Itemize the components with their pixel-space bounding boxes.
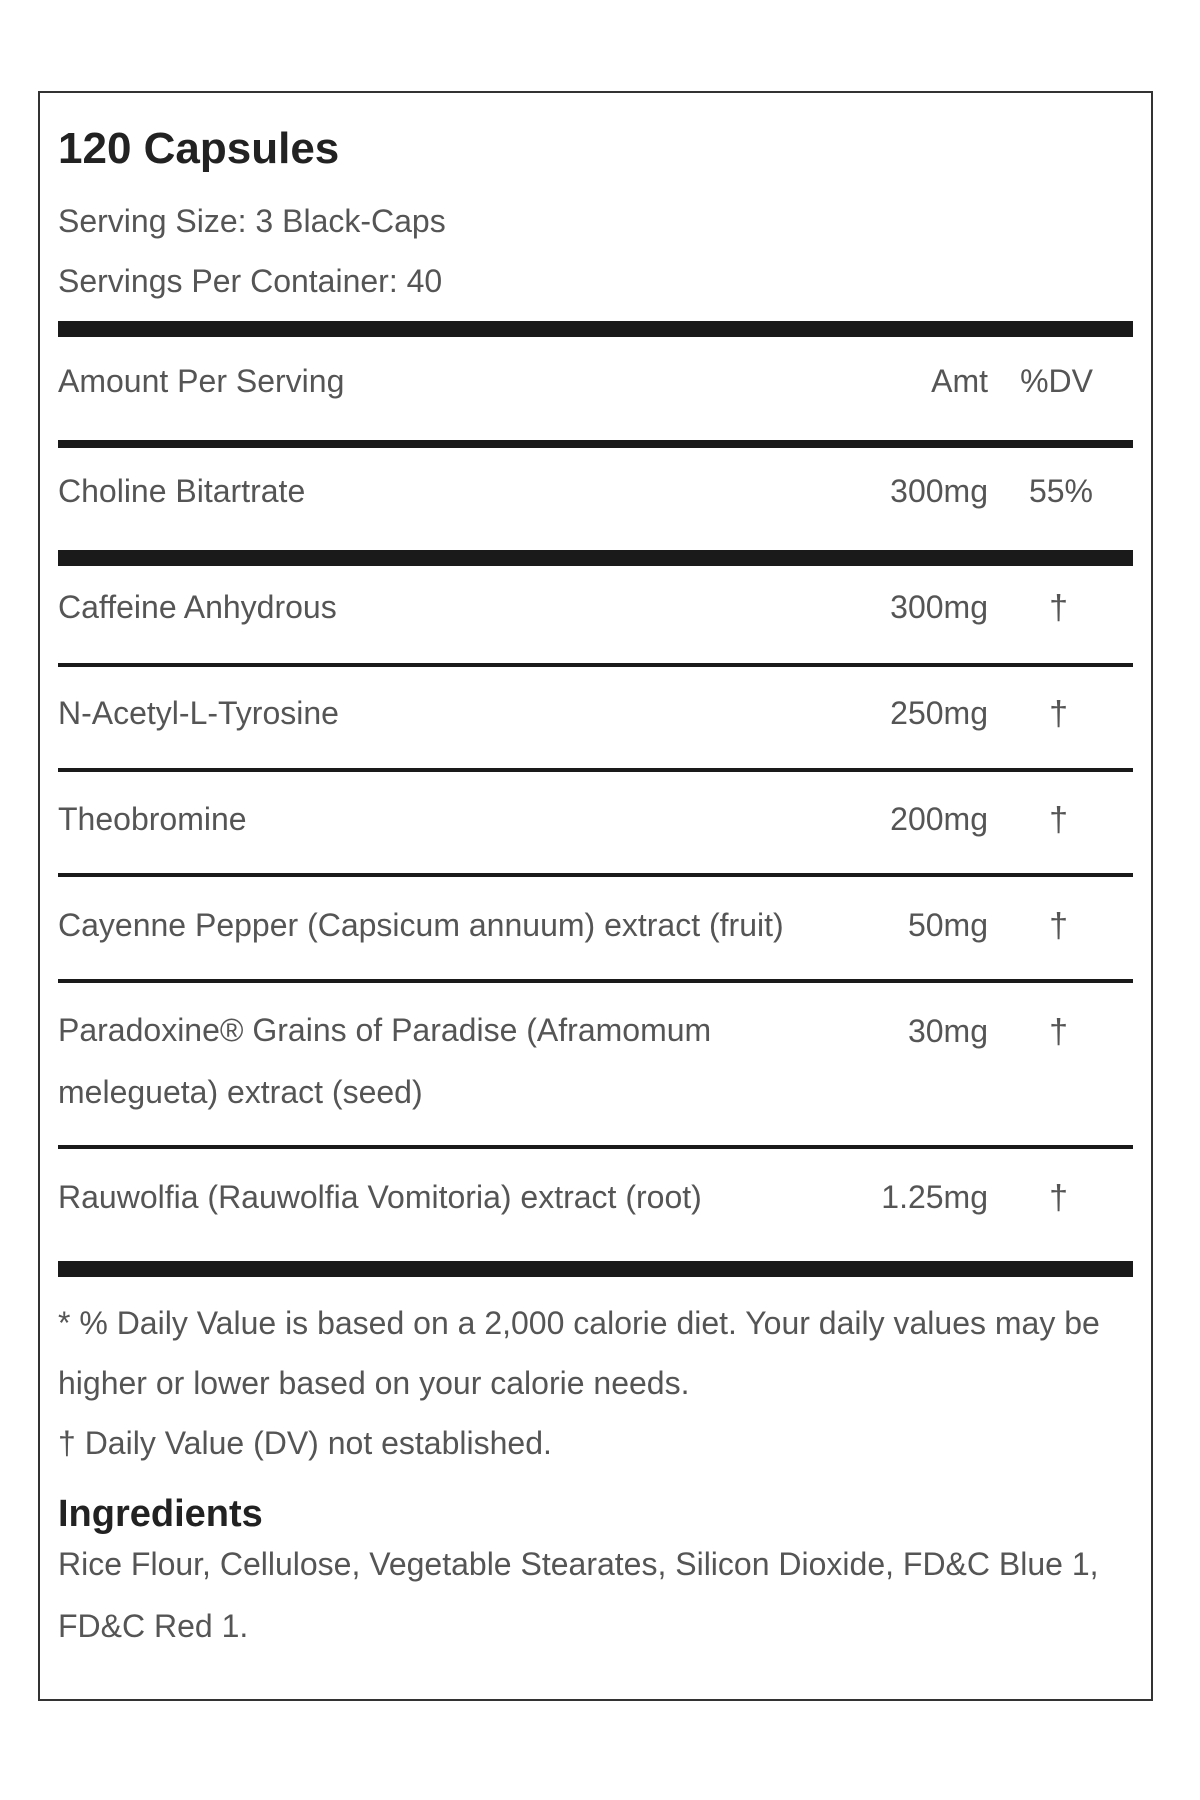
supplement-facts-panel [38,91,1153,1701]
servings-per-container: Servings Per Container: 40 [58,263,443,299]
amt-header: Amt [931,363,988,399]
nutrient-dv: † [1049,1179,1068,1217]
ingredients-heading: Ingredients [58,1493,263,1535]
serving-size: Serving Size: 3 Black-Caps [58,203,446,239]
daily-value-footnote: * % Daily Value is based on a 2,000 calorie diet. Your daily values may be higher or lower based on your calorie needs. [58,1305,1100,1401]
nutrient-amount: 200mg [890,801,988,837]
nutrient-name: N-Acetyl-L-Tyrosine [58,695,339,731]
amount-per-serving-header: Amount Per Serving [58,363,345,399]
divider-thin [58,663,1133,667]
panel-content [58,93,1133,1699]
nutrient-name: Paradoxine® Grains of Paradise (Aframomum melegueta) extract (seed) [58,1012,712,1110]
nutrient-name: Caffeine Anhydrous [58,589,337,625]
divider-thin [58,768,1133,772]
nutrient-amount: 50mg [907,907,988,943]
divider-thick [58,1261,1133,1277]
divider-thin [58,979,1133,983]
nutrient-dv: † [1049,695,1068,733]
divider-thin [58,1145,1133,1149]
nutrient-dv: † [1049,1013,1068,1051]
ingredients-list: Rice Flour, Cellulose, Vegetable Stearates, Silicon Dioxide, FD&C Blue 1, FD&C Red 1. [58,1546,1099,1644]
nutrient-dv: † [1049,907,1068,945]
nutrient-amount: 300mg [890,473,988,509]
nutrient-amount: 250mg [890,695,988,731]
product-title: 120 Capsules [58,124,340,173]
divider-thick [58,321,1133,337]
divider-thick [58,550,1133,566]
nutrient-dv: 55% [1028,473,1093,509]
nutrient-name: Theobromine [58,801,247,837]
divider-thin [58,873,1133,877]
dv-not-established-footnote: † Daily Value (DV) not established. [58,1425,552,1461]
nutrient-dv: † [1049,801,1068,839]
nutrient-name: Choline Bitartrate [58,473,306,509]
nutrient-amount: 300mg [890,589,988,625]
dv-header: %DV [1020,363,1093,399]
nutrient-name: Rauwolfia (Rauwolfia Vomitoria) extract (root) [58,1179,702,1215]
nutrient-amount: 30mg [907,1013,988,1049]
nutrient-name: Cayenne Pepper (Capsicum annuum) extract (fruit) [58,907,784,943]
nutrient-dv: † [1049,589,1068,627]
nutrient-amount: 1.25mg [881,1179,988,1215]
divider-medium [58,440,1133,448]
